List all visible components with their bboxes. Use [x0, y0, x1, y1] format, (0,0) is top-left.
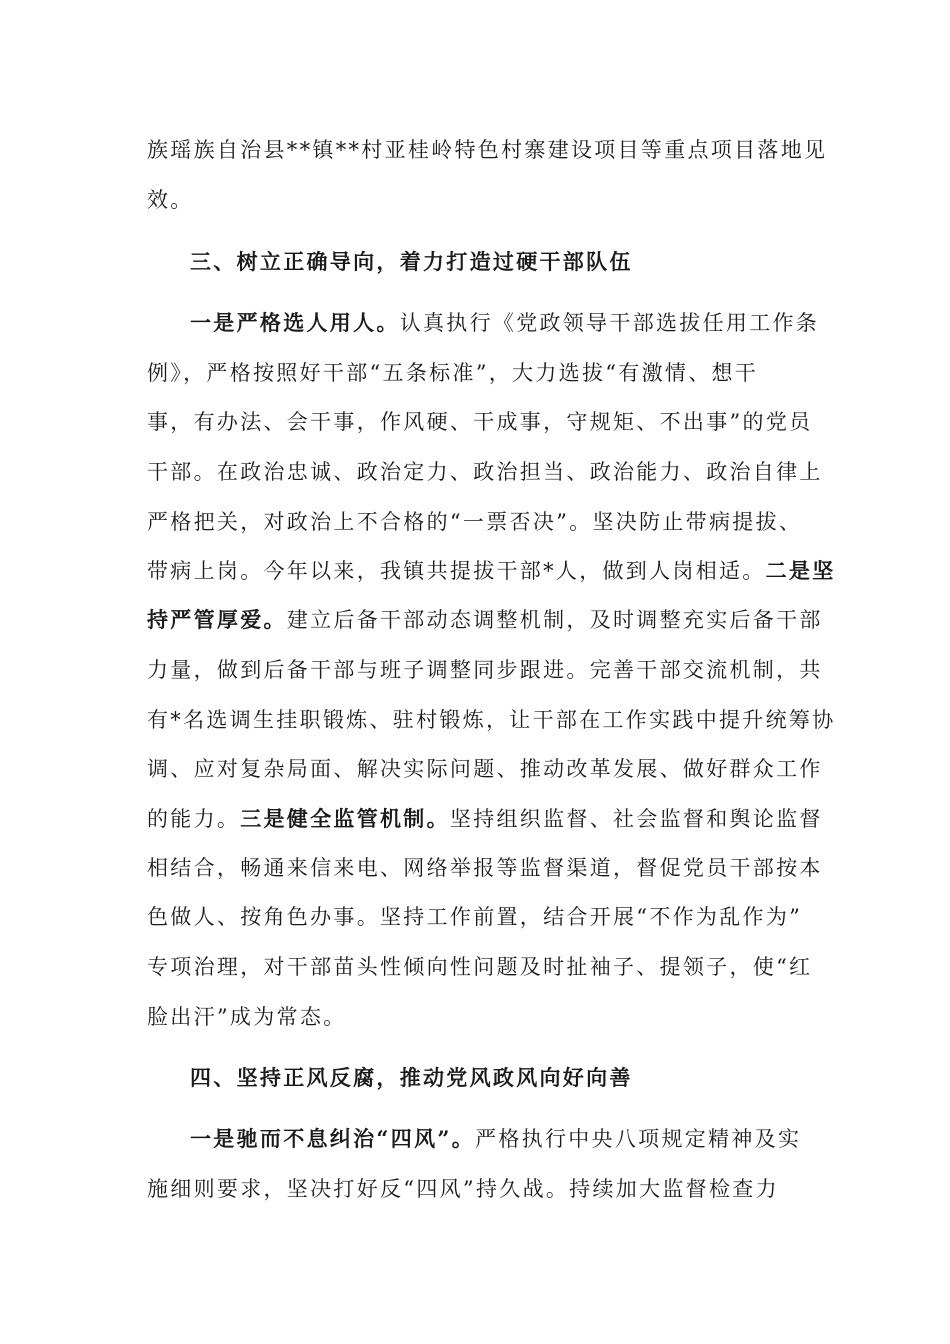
body-line [190, 309, 819, 337]
text-run: 相结合，畅通来信来电、网络举报等监督渠道，督促党员干部按本 [147, 856, 823, 880]
bold-lead-run: 一是驰而不息纠治“四风”。 [190, 1126, 476, 1151]
text-run: 施细则要求，坚决打好反“四风”持久战。持续加大监督检查力 [147, 1177, 779, 1201]
body-line [147, 408, 812, 436]
body-line [147, 1003, 346, 1031]
body-line [190, 1125, 801, 1153]
bold-lead-run: 持严管厚爱。 [147, 607, 287, 632]
text-run: 事，有办法、会干事，作风硬、干成事，守规矩、不出事”的党员 [147, 410, 813, 434]
body-line [147, 854, 823, 882]
body-line [147, 508, 802, 536]
text-run: 干部。在政治忠诚、政治定力、政治担当、政治能力、政治自律上 [147, 460, 823, 484]
body-line [147, 557, 836, 585]
text-run: 力量，做到后备干部与班子调整同步跟进。完善干部交流机制，共 [147, 658, 823, 682]
heading-text: 三、树立正确导向，着力打造过硬干部队伍 [190, 249, 633, 274]
body-line [147, 186, 194, 214]
text-run: 例》，严格按照好干部“五条标准”，大力选拔“有激情、想干 [147, 361, 759, 385]
bold-lead-run: 一是严格选人用人。 [190, 310, 400, 335]
body-line [147, 359, 758, 387]
bold-lead-run: 二是坚 [765, 558, 836, 583]
text-run: 专项治理，对干部苗头性倾向性问题及时扯袖子、提领子，使“红 [147, 955, 813, 979]
text-run: 调、应对复杂局面、解决实际问题、推动改革发展、做好群众工作 [147, 757, 823, 781]
body-line [147, 458, 823, 486]
text-run: 带病上岗。今年以来，我镇共提拔干部*人，做到人岗相适。 [147, 559, 766, 583]
body-line [147, 755, 823, 783]
text-run: 有*名选调生挂职锻炼、驻村锻炼，让干部在工作实践中提升统筹协 [147, 708, 836, 732]
heading-text: 四、坚持正风反腐，推动党风政风向好向善 [190, 1065, 633, 1090]
text-run: 严格把关，对政治上不合格的“一票否决”。坚决防止带病提拔、 [147, 510, 803, 534]
section-heading [190, 248, 633, 276]
body-line [147, 136, 827, 164]
body-line [147, 805, 823, 833]
section-heading [190, 1064, 633, 1092]
text-run: 严格执行中央八项规定精神及实 [475, 1127, 802, 1151]
body-line [147, 903, 802, 931]
text-run: 的能力。 [147, 807, 241, 831]
bold-lead-run: 三是健全监管机制。 [240, 806, 450, 831]
body-line [147, 953, 812, 981]
body-line [147, 706, 836, 734]
body-line [147, 606, 823, 634]
text-run: 建立后备干部动态调整机制，及时调整充实后备干部 [286, 608, 823, 632]
text-run: 脸出汗”成为常态。 [147, 1005, 347, 1029]
text-run: 坚持组织监督、社会监督和舆论监督 [449, 807, 823, 831]
body-line [147, 1175, 779, 1203]
text-run: 色做人、按角色办事。坚持工作前置，结合开展“不作为乱作为” [147, 905, 803, 929]
body-line [147, 656, 823, 684]
text-run: 族瑶族自治县**镇**村亚桂岭特色村寨建设项目等重点项目落地见 [147, 138, 828, 162]
text-run: 认真执行《党政领导干部选拔任用工作条 [399, 311, 820, 335]
text-run: 效。 [147, 188, 194, 212]
